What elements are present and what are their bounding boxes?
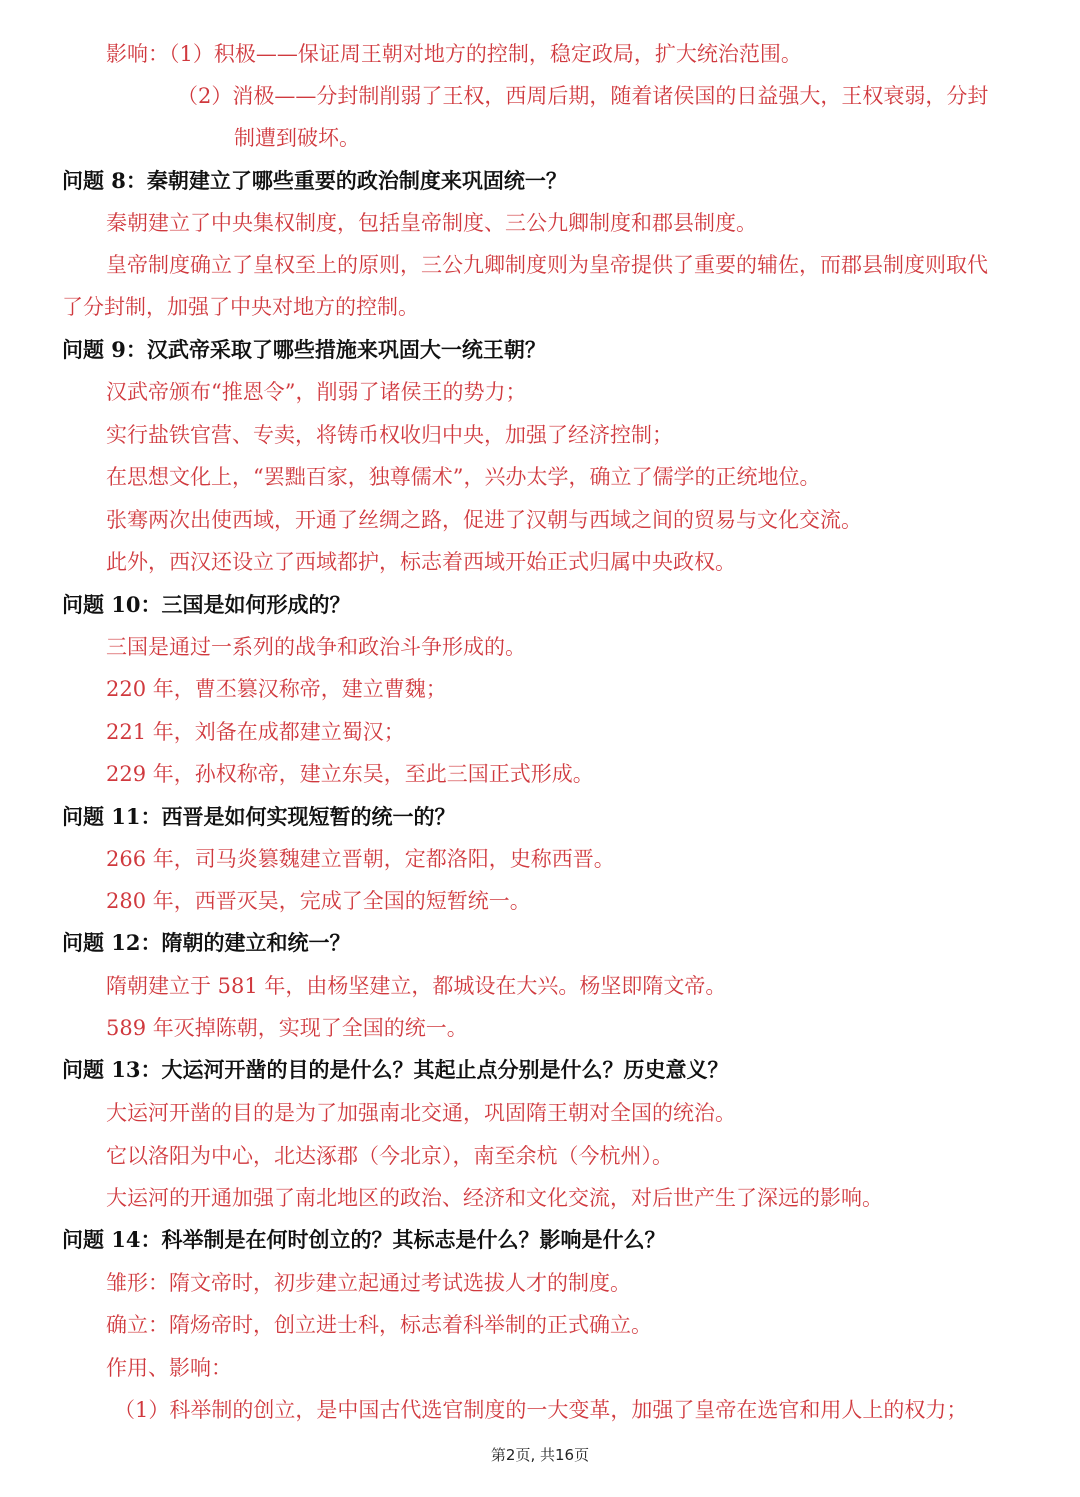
question-heading: 问题 14：科举制是在何时创立的？其标志是什么？影响是什么？ xyxy=(62,1227,666,1252)
answer-line: 实行盐铁官营、专卖，将铸币权收归中央，加强了经济控制； xyxy=(106,423,673,447)
answer-line: 229 年，孙权称帝，建立东吴，至此三国正式形成。 xyxy=(106,762,594,786)
question-heading: 问题 13：大运河开凿的目的是什么？其起止点分别是什么？历史意义？ xyxy=(62,1057,729,1082)
answer-line: 此外，西汉还设立了西域都护，标志着西域开始正式归属中央政权。 xyxy=(106,550,736,574)
answer-line: 221 年，刘备在成都建立蜀汉； xyxy=(106,720,405,744)
answer-line: 它以洛阳为中心，北达涿郡（今北京），南至余杭（今杭州）。 xyxy=(106,1144,673,1168)
answer-line: 影响：（1）积极——保证周王朝对地方的控制，稳定政局，扩大统治范围。 xyxy=(106,42,802,66)
answer-line: 汉武帝颁布“推恩令”，削弱了诸侯王的势力； xyxy=(106,380,527,404)
answer-line: 雏形：隋文帝时，初步建立起通过考试选拔人才的制度。 xyxy=(106,1271,631,1295)
answer-line: 大运河开凿的目的是为了加强南北交通，巩固隋王朝对全国的统治。 xyxy=(106,1101,736,1125)
answer-line: 大运河的开通加强了南北地区的政治、经济和文化交流，对后世产生了深远的影响。 xyxy=(106,1186,883,1210)
answer-line: 266 年，司马炎篡魏建立晋朝，定都洛阳，史称西晋。 xyxy=(106,847,615,871)
question-heading: 问题 9：汉武帝采取了哪些措施来巩固大一统王朝？ xyxy=(62,337,546,362)
answer-line: 制遭到破坏。 xyxy=(234,126,360,150)
page-number: 第2页, 共16页 xyxy=(490,1446,590,1464)
answer-line: 作用、影响： xyxy=(106,1356,232,1380)
answer-line: 秦朝建立了中央集权制度，包括皇帝制度、三公九卿制度和郡县制度。 xyxy=(106,211,757,235)
answer-line: 了分封制，加强了中央对地方的控制。 xyxy=(62,295,419,319)
answer-line: 隋朝建立于 581 年，由杨坚建立，都城设在大兴。杨坚即隋文帝。 xyxy=(106,974,727,998)
answer-line: 确立：隋炀帝时，创立进士科，标志着科举制的正式确立。 xyxy=(106,1313,652,1337)
answer-line: 张骞两次出使西域，开通了丝绸之路，促进了汉朝与西域之间的贸易与文化交流。 xyxy=(106,508,862,532)
answer-line: 280 年，西晋灭吴，完成了全国的短暂统一。 xyxy=(106,889,531,913)
answer-line: 皇帝制度确立了皇权至上的原则，三公九卿制度则为皇帝提供了重要的辅佐，而郡县制度则取代 xyxy=(106,253,988,277)
question-heading: 问题 8：秦朝建立了哪些重要的政治制度来巩固统一？ xyxy=(62,168,567,193)
question-heading: 问题 11：西晋是如何实现短暂的统一的？ xyxy=(62,804,456,829)
question-heading: 问题 12：隋朝的建立和统一？ xyxy=(62,930,351,955)
answer-line: （2）消极——分封制削弱了王权，西周后期，随着诸侯国的日益强大，王权衰弱，分封 xyxy=(177,84,989,108)
answer-line: （1）科举制的创立，是中国古代选官制度的一大变革，加强了皇帝在选官和用人上的权力； xyxy=(114,1398,968,1422)
answer-line: 589 年灭掉陈朝，实现了全国的统一。 xyxy=(106,1016,468,1040)
answer-line: 三国是通过一系列的战争和政治斗争形成的。 xyxy=(106,635,526,659)
question-heading: 问题 10：三国是如何形成的？ xyxy=(62,592,351,617)
answer-line: 220 年，曹丕篡汉称帝，建立曹魏； xyxy=(106,677,447,701)
answer-line: 在思想文化上，“罢黜百家，独尊儒术”，兴办太学，确立了儒学的正统地位。 xyxy=(106,465,821,489)
